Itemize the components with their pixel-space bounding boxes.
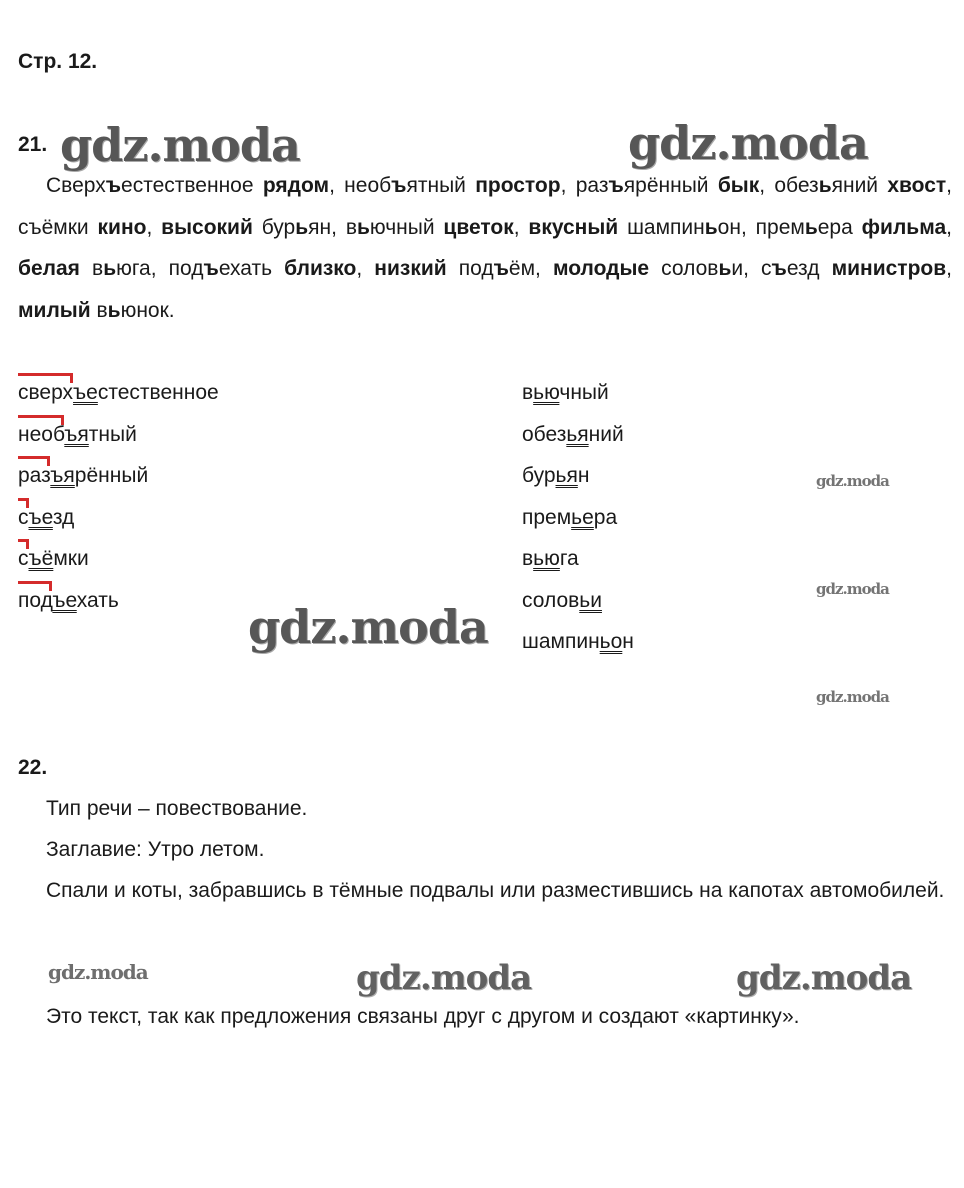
prefix-mark xyxy=(18,539,29,549)
left-word xyxy=(18,589,119,613)
prefix-mark xyxy=(18,581,52,591)
underlined-sound: ъя xyxy=(64,422,89,446)
paragraph-fragment: ь xyxy=(804,215,818,239)
left-word xyxy=(18,464,148,488)
paragraph-fragment: , xyxy=(146,215,162,239)
paragraph-fragment: ь xyxy=(356,215,370,239)
paragraph-fragment: ъ xyxy=(203,257,219,280)
paragraph-fragment: бык xyxy=(717,174,760,197)
underlined-sound: ъе xyxy=(52,588,77,612)
paragraph-fragment: ярённый xyxy=(623,174,718,197)
paragraph-fragment: ъ xyxy=(608,174,624,197)
underlined-sound: ъе xyxy=(73,381,98,404)
paragraph-fragment: , раз xyxy=(560,174,609,197)
paragraph-fragment: , обез xyxy=(759,174,819,197)
underlined-sound: ья xyxy=(555,464,578,487)
task-22-speech-type: Тип речи – повествование. xyxy=(46,797,308,820)
watermark-logo: gdz.moda xyxy=(736,958,912,998)
left-word xyxy=(18,381,219,405)
paragraph-fragment: в xyxy=(79,257,104,280)
paragraph-fragment: под xyxy=(446,257,494,280)
underlined-sound: ьо xyxy=(599,630,623,653)
paragraph-fragment: ь xyxy=(107,298,121,322)
word-part: шампин xyxy=(522,630,600,653)
task-21-paragraph xyxy=(18,165,952,331)
task-22-title: Заглавие: Утро летом. xyxy=(46,838,265,861)
paragraph-fragment: , съёмки xyxy=(18,174,952,239)
word-part: рённый xyxy=(74,464,149,487)
paragraph-fragment: юга, под xyxy=(116,257,204,280)
paragraph-fragment: ехать xyxy=(218,257,285,280)
paragraph-fragment: низкий xyxy=(374,257,447,280)
paragraph-fragment: он, прем xyxy=(717,215,805,239)
paragraph-fragment: ь xyxy=(295,215,309,239)
right-word xyxy=(522,464,589,488)
word-part: сверх xyxy=(18,381,74,404)
paragraph-fragment: , xyxy=(356,257,375,280)
word-part: необ xyxy=(18,422,65,446)
paragraph-fragment: близко xyxy=(284,257,357,280)
paragraph-fragment: ь xyxy=(103,257,117,280)
paragraph-fragment: министров xyxy=(831,257,947,280)
paragraph-fragment: Сверх xyxy=(46,174,106,197)
paragraph-fragment: ера xyxy=(817,215,862,239)
word-part: солов xyxy=(522,588,580,612)
paragraph-fragment: яний xyxy=(831,174,888,197)
paragraph-fragment: бур xyxy=(252,215,296,239)
word-part: ний xyxy=(588,422,624,446)
paragraph-fragment: езд xyxy=(786,257,832,280)
paragraph-fragment: в xyxy=(90,298,108,322)
paragraph-fragment: и, с xyxy=(731,257,772,280)
word-part: бур xyxy=(522,464,556,487)
underlined-sound: ья xyxy=(566,422,589,446)
paragraph-fragment: ъ xyxy=(493,257,509,280)
task-21-number: 21. xyxy=(18,133,48,156)
paragraph-fragment: молодые xyxy=(552,257,650,280)
right-word xyxy=(522,381,609,405)
paragraph-fragment: белая xyxy=(18,257,80,280)
watermark-logo: gdz.moda xyxy=(48,960,148,984)
paragraph-fragment: фильма xyxy=(861,215,947,239)
word-part: стественное xyxy=(97,381,219,404)
prefix-mark xyxy=(18,415,64,425)
watermark-logo: gdz.moda xyxy=(816,688,889,706)
left-word xyxy=(18,506,74,530)
word-part: тный xyxy=(88,422,137,446)
paragraph-fragment: ян, в xyxy=(308,215,357,239)
word-part: в xyxy=(522,381,534,404)
paragraph-fragment: ятный xyxy=(406,174,476,197)
word-part: прем xyxy=(522,505,572,529)
watermark-logo: gdz.moda xyxy=(816,472,889,490)
right-word xyxy=(522,630,634,654)
task-22-conclusion: Это текст, так как предложения связаны друг с другом и создают «картинку». xyxy=(46,1005,800,1028)
underlined-sound: ьи xyxy=(579,588,602,612)
paragraph-fragment: шампин xyxy=(618,215,705,239)
word-part: с xyxy=(18,547,29,570)
watermark-logo: gdz.moda xyxy=(60,118,300,172)
paragraph-fragment: солов xyxy=(649,257,719,280)
paragraph-fragment: ь xyxy=(818,174,832,197)
word-part: раз xyxy=(18,464,51,487)
page-label: Стр. 12. xyxy=(18,50,98,73)
word-part: н xyxy=(577,464,590,487)
underlined-sound: ъя xyxy=(50,464,75,487)
prefix-mark xyxy=(18,456,50,466)
paragraph-fragment: рядом xyxy=(262,174,330,197)
right-word xyxy=(522,423,624,447)
task-22-sentence: Спали и коты, забравшись в тёмные подвалы или разместившись на капотах автомобилей. xyxy=(46,879,945,902)
word-part: хать xyxy=(76,588,119,612)
left-word xyxy=(18,547,89,571)
paragraph-fragment: вкусный xyxy=(528,215,619,239)
underlined-sound: ью xyxy=(533,547,560,570)
paragraph-fragment: ючный xyxy=(369,215,444,239)
paragraph-fragment: ь xyxy=(704,215,718,239)
paragraph-fragment: , xyxy=(513,215,529,239)
word-part: н xyxy=(622,630,634,653)
underlined-sound: ъе xyxy=(28,505,53,529)
left-word xyxy=(18,423,137,447)
paragraph-fragment: , необ xyxy=(329,174,392,197)
paragraph-fragment: естественное xyxy=(121,174,263,197)
paragraph-fragment: кино xyxy=(97,215,147,239)
paragraph-fragment: ъ xyxy=(105,174,122,197)
word-part: ра xyxy=(593,505,618,529)
paragraph-fragment: хвост xyxy=(887,174,947,197)
paragraph-fragment: высокий xyxy=(161,215,253,239)
word-part: обез xyxy=(522,422,567,446)
paragraph-fragment: юнок. xyxy=(120,298,175,322)
paragraph-fragment: ъ xyxy=(391,174,407,197)
underlined-sound: ью xyxy=(533,381,560,404)
watermark-logo: gdz.moda xyxy=(356,958,532,998)
right-word xyxy=(522,506,617,530)
underlined-sound: ье xyxy=(571,505,594,529)
watermark-logo: gdz.moda xyxy=(248,600,488,654)
task-22-number: 22. xyxy=(18,756,48,779)
word-part: чный xyxy=(559,381,609,404)
paragraph-fragment: , xyxy=(946,257,952,280)
prefix-mark xyxy=(18,373,73,383)
word-part: мки xyxy=(53,547,89,570)
watermark-logo: gdz.moda xyxy=(816,580,889,598)
paragraph-fragment: , xyxy=(946,215,952,239)
paragraph-fragment: ём, xyxy=(508,257,553,280)
paragraph-fragment: милый xyxy=(18,298,91,322)
word-part: зд xyxy=(52,505,75,529)
right-word xyxy=(522,589,602,613)
prefix-mark xyxy=(18,498,29,508)
paragraph-fragment: простор xyxy=(475,174,561,197)
underlined-sound: ъё xyxy=(28,547,54,570)
paragraph-fragment: ь xyxy=(718,257,732,280)
right-word xyxy=(522,547,579,571)
paragraph-fragment: цветок xyxy=(443,215,514,239)
word-part: в xyxy=(522,547,534,570)
word-part: под xyxy=(18,588,53,612)
word-part: с xyxy=(18,505,29,529)
paragraph-fragment: ъ xyxy=(771,257,787,280)
word-part: га xyxy=(559,547,579,570)
watermark-logo: gdz.moda xyxy=(628,116,868,170)
